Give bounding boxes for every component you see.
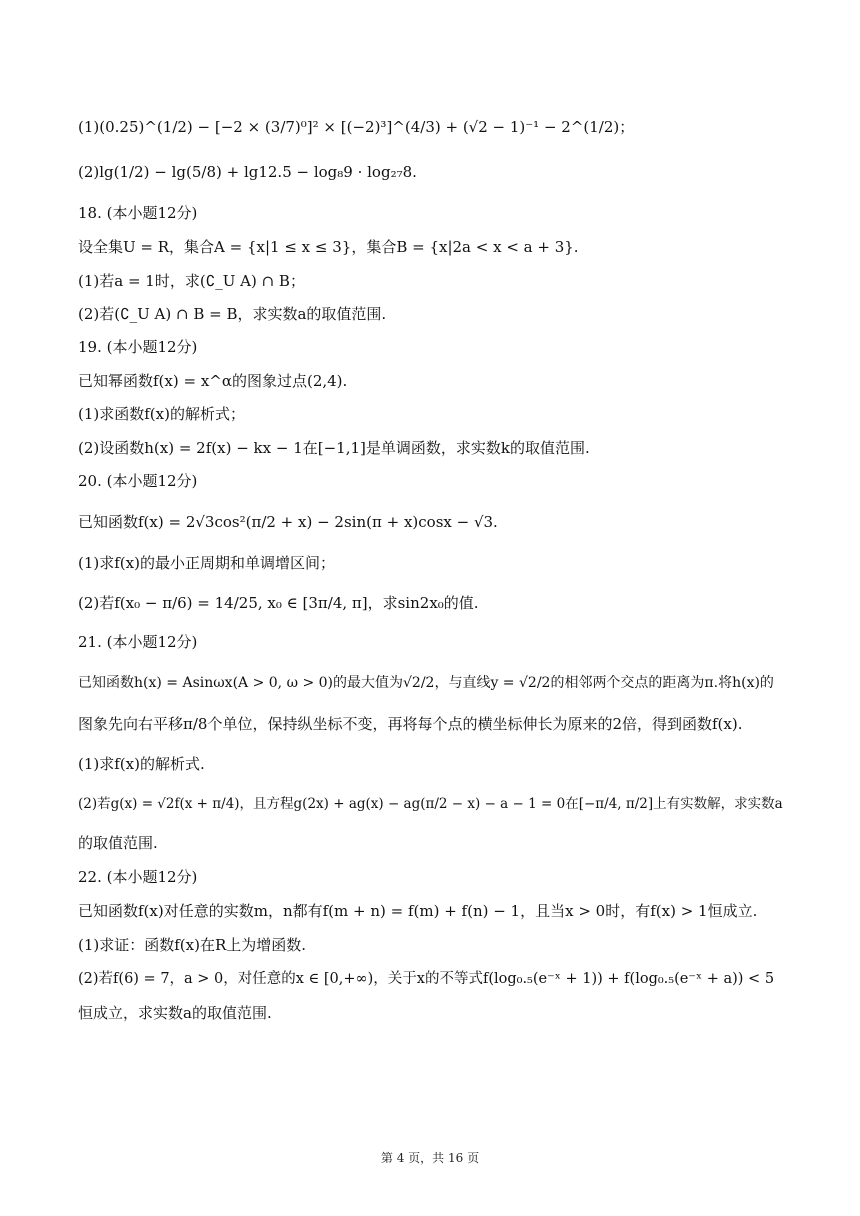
problem-22-statement: 已知函数f(x)对任意的实数m，n都有f(m + n) = f(m) + f(n) − 1，且当x > 0时，有f(x) > 1恒成立.	[78, 902, 758, 920]
problem-22-part-2-line-1: (2)若f(6) = 7，a > 0，对任意的x ∈ [0,+∞)，关于x的不等式f(log₀.₅(e⁻ˣ + 1)) + f(log₀.₅(e⁻ˣ + a)) < 5	[78, 971, 775, 987]
problem-20-heading: 20. (本小题12分)	[78, 472, 198, 490]
problem-18-statement: 设全集U = R，集合A = {x|1 ≤ x ≤ 3}，集合B = {x|2a < x < a + 3}.	[78, 238, 579, 256]
problem-21-statement-line-1: 已知函数h(x) = Asinωx(A > 0, ω > 0)的最大值为√2/2，与直线y = √2/2的相邻两个交点的距离为π.将h(x)的	[78, 675, 774, 691]
problem-21-heading: 21. (本小题12分)	[78, 633, 198, 651]
problem-19-part-2: (2)设函数h(x) = 2f(x) − kx − 1在[−1,1]是单调函数，求实数k的取值范围.	[78, 439, 590, 457]
problem-18-part-2: (2)若(∁_U A) ∩ B = B，求实数a的取值范围.	[78, 305, 387, 323]
problem-21-statement-line-2: 图象先向右平移π/8个单位，保持纵坐标不变，再将每个点的横坐标伸长为原来的2倍，得到函数f(x).	[78, 715, 743, 733]
problem-20-part-1: (1)求f(x)的最小正周期和单调增区间；	[78, 554, 335, 572]
problem-21-part-2-line-2: 的取值范围.	[78, 834, 158, 852]
problem-18-heading: 18. (本小题12分)	[78, 204, 198, 222]
page-footer: 第 4 页，共 16 页	[380, 1151, 480, 1165]
problem-22-heading: 22. (本小题12分)	[78, 868, 198, 886]
problem-17-part-1: (1)(0.25)^(1/2) − [−2 × (3/7)⁰]² × [(−2)³]^(4/3) + (√2 − 1)⁻¹ − 2^(1/2)；	[78, 118, 635, 136]
problem-22-part-1: (1)求证：函数f(x)在R上为增函数.	[78, 936, 307, 954]
problem-20-part-2: (2)若f(x₀ − π/6) = 14/25, x₀ ∈ [3π/4, π]，求sin2x₀的值.	[78, 594, 479, 612]
problem-20-statement: 已知函数f(x) = 2√3cos²(π/2 + x) − 2sin(π + x)cosx − √3.	[78, 513, 498, 531]
problem-18-part-1: (1)若a = 1时，求(∁_U A) ∩ B；	[78, 272, 305, 290]
problem-19-heading: 19. (本小题12分)	[78, 338, 198, 356]
problem-22-part-2-line-2: 恒成立，求实数a的取值范围.	[78, 1004, 272, 1022]
problem-21-part-2-line-1: (2)若g(x) = √2f(x + π/4)，且方程g(2x) + ag(x) − ag(π/2 − x) − a − 1 = 0在[−π/4, π/2]上有实数解，求实数a	[78, 796, 783, 812]
problem-19-part-1: (1)求函数f(x)的解析式；	[78, 405, 245, 423]
problem-17-part-2: (2)lg(1/2) − lg(5/8) + lg12.5 − log₈9 · log₂₇8.	[78, 163, 417, 181]
problem-19-statement: 已知幂函数f(x) = x^α的图象过点(2,4).	[78, 372, 348, 390]
problem-21-part-1: (1)求f(x)的解析式.	[78, 755, 205, 773]
